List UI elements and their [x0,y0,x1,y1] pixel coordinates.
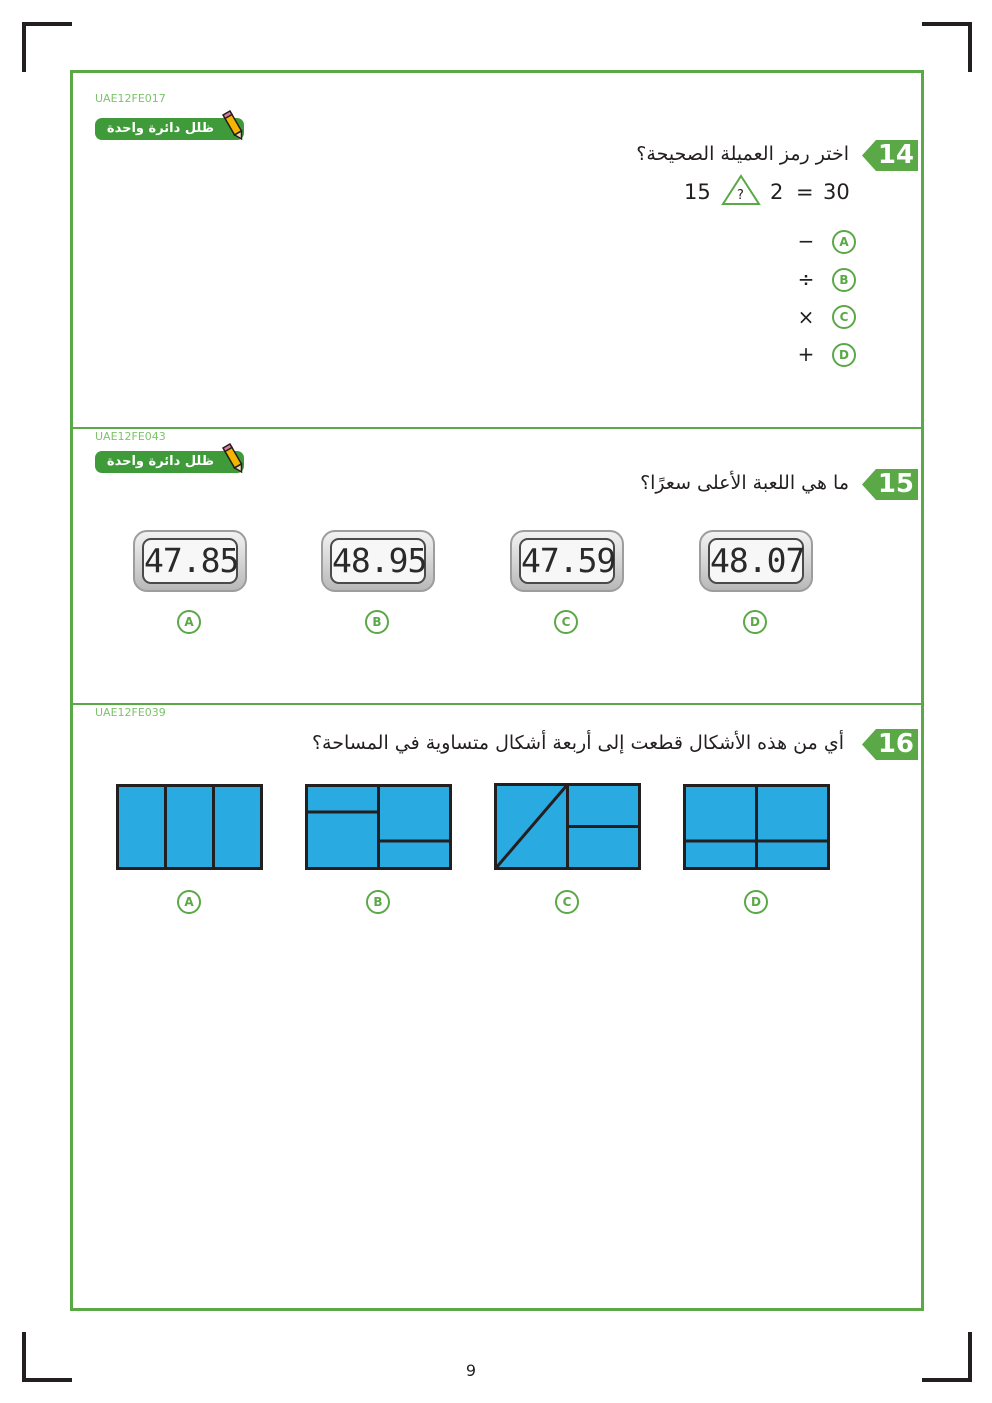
option-symbol: ÷ [797,267,815,291]
option-circle-d[interactable]: D [744,890,768,914]
question-code: UAE12FE017 [95,92,166,105]
price-display-d [699,530,813,592]
price-value: 47.85 [142,538,238,584]
price-display-c [510,530,624,592]
option-circle-a[interactable]: A [177,610,201,634]
option-circle-d[interactable]: D [743,610,767,634]
pencil-icon [222,443,246,475]
equation-unknown: ? [737,188,744,203]
shape-b [305,784,453,872]
option-circle-d[interactable]: D [832,343,856,367]
equation-right: 2 [770,180,784,204]
question-text: ما هي اللعبة الأعلى سعرًا؟ [640,472,849,494]
equation-left: 15 [684,180,711,204]
pencil-icon [222,110,246,142]
option-circle-a[interactable]: A [832,230,856,254]
question-code: UAE12FE039 [95,706,166,719]
question-text: اختر رمز العميلة الصحيحة؟ [636,143,849,165]
shape-a [116,784,264,872]
option-symbol: × [797,305,815,329]
option-symbol: − [797,229,815,253]
price-value: 48.95 [330,538,426,584]
divider-q15-q16 [70,703,924,705]
option-circle-c[interactable]: C [832,305,856,329]
equation [684,178,854,212]
option-circle-a[interactable]: A [177,890,201,914]
option-circle-c[interactable]: C [554,610,578,634]
shape-d [683,784,831,872]
option-circle-b[interactable]: B [832,268,856,292]
questions-frame [70,70,924,1311]
crop-mark-bottom-left [22,1332,72,1382]
option-circle-c[interactable]: C [555,890,579,914]
price-display-a [133,530,247,592]
instruction-label: ظلل دائرة واحدة فقط [106,454,214,491]
instruction-label: ظلل دائرة واحدة فقط [106,121,214,158]
question-number: 15 [862,469,918,500]
price-display-b [321,530,435,592]
option-circle-b[interactable]: B [365,610,389,634]
instruction-badge [95,118,244,158]
option-circle-b[interactable]: B [366,890,390,914]
equation-result: 30 [823,180,850,204]
crop-mark-top-right [922,22,972,72]
instruction-badge [95,451,244,491]
crop-mark-top-left [22,22,72,72]
question-code: UAE12FE043 [95,430,166,443]
divider-q14-q15 [70,427,924,429]
page-number: 9 [465,1361,477,1380]
option-symbol: + [797,342,815,366]
equation-equals: = [796,180,814,204]
question-number: 16 [862,729,918,760]
shape-c [494,783,642,872]
price-value: 48.07 [708,538,804,584]
crop-mark-bottom-right [922,1332,972,1382]
question-text: أي من هذه الأشكال قطعت إلى أربعة أشكال متساوية في المساحة؟ [311,732,844,754]
question-number: 14 [862,140,918,171]
price-value: 47.59 [519,538,615,584]
